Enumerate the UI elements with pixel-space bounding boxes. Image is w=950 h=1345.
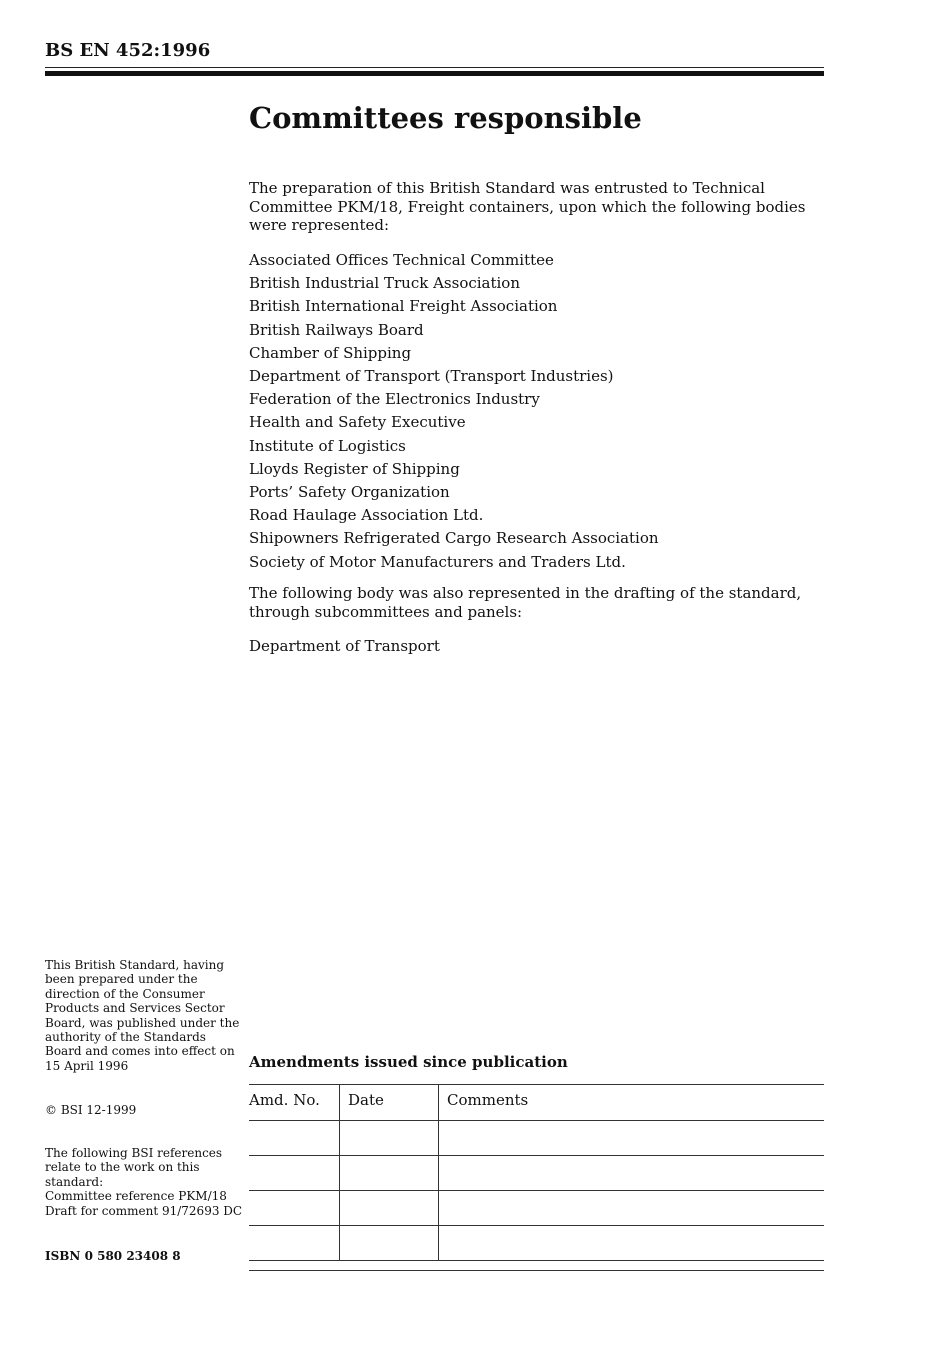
list-item: British Industrial Truck Association [249,274,521,293]
table-cell [439,1226,825,1261]
table-cell [439,1191,825,1226]
header-rule-thin [45,67,824,68]
additional-body: Department of Transport [249,637,440,655]
list-item: Chamber of Shipping [249,343,412,362]
table-row [249,1156,824,1191]
standard-number: BS EN 452:1996 [45,40,211,61]
committee-reference: Committee reference PKM/18 [45,1189,227,1204]
table-cell [249,1156,340,1191]
table-cell [340,1226,439,1261]
table-cell [249,1226,340,1261]
list-item: Society of Motor Manufacturers and Traders Ltd. [249,552,626,571]
list-item: Road Haulage Association Ltd. [249,506,484,525]
column-header-date: Date [340,1085,439,1121]
table-cell [340,1156,439,1191]
list-item: Ports’ Safety Organization [249,483,450,502]
draft-comment-reference: Draft for comment 91/72693 DC [45,1203,243,1218]
list-item: British Railways Board [249,320,424,339]
isbn: ISBN 0 580 23408 8 [45,1249,181,1263]
intro-paragraph: The preparation of this British Standard was entrusted to Technical Committee PKM/18, Freight containers, upon which the following bodies were represented: [249,179,806,234]
table-cell [340,1191,439,1226]
page-title: Committees responsible [249,101,642,135]
column-header-amd-no: Amd. No. [249,1085,340,1121]
table-row [249,1121,824,1156]
footer-rule [249,1270,824,1271]
also-represented-paragraph: The following body was also represented in the drafting of the standard, through subcommittees and panels: [249,584,802,621]
committee-bodies-list [249,249,659,574]
table-cell [249,1121,340,1156]
table-row [249,1191,824,1226]
references-intro: The following BSI references relate to the work on this standard: [45,1146,223,1189]
list-item: Department of Transport (Transport Industries) [249,367,614,386]
amendments-table [249,1084,824,1261]
column-header-comments: Comments [439,1085,825,1121]
list-item: Shipowners Refrigerated Cargo Research Association [249,529,659,548]
list-item: Federation of the Electronics Industry [249,390,540,409]
list-item: Institute of Logistics [249,436,406,455]
list-item: Associated Offices Technical Committee [249,251,554,269]
list-item: Lloyds Register of Shipping [249,459,460,478]
list-item: British International Freight Association [249,297,558,316]
table-header-row [249,1085,824,1121]
table-cell [439,1121,825,1156]
table-row [249,1226,824,1261]
list-item: Health and Safety Executive [249,413,466,432]
table-cell [249,1191,340,1226]
table-cell [439,1156,825,1191]
copyright-notice: © BSI 12-1999 [45,1103,137,1117]
references-note [45,1146,245,1218]
table-cell [340,1121,439,1156]
amendments-title: Amendments issued since publication [249,1053,568,1071]
header-rule-thick [45,71,824,76]
authority-note: This British Standard, having been prepared under the direction of the Consumer Products and Services Sector Board, was published under the authority of the Standards Board and comes into effect on 15 April 1996 [45,958,240,1073]
